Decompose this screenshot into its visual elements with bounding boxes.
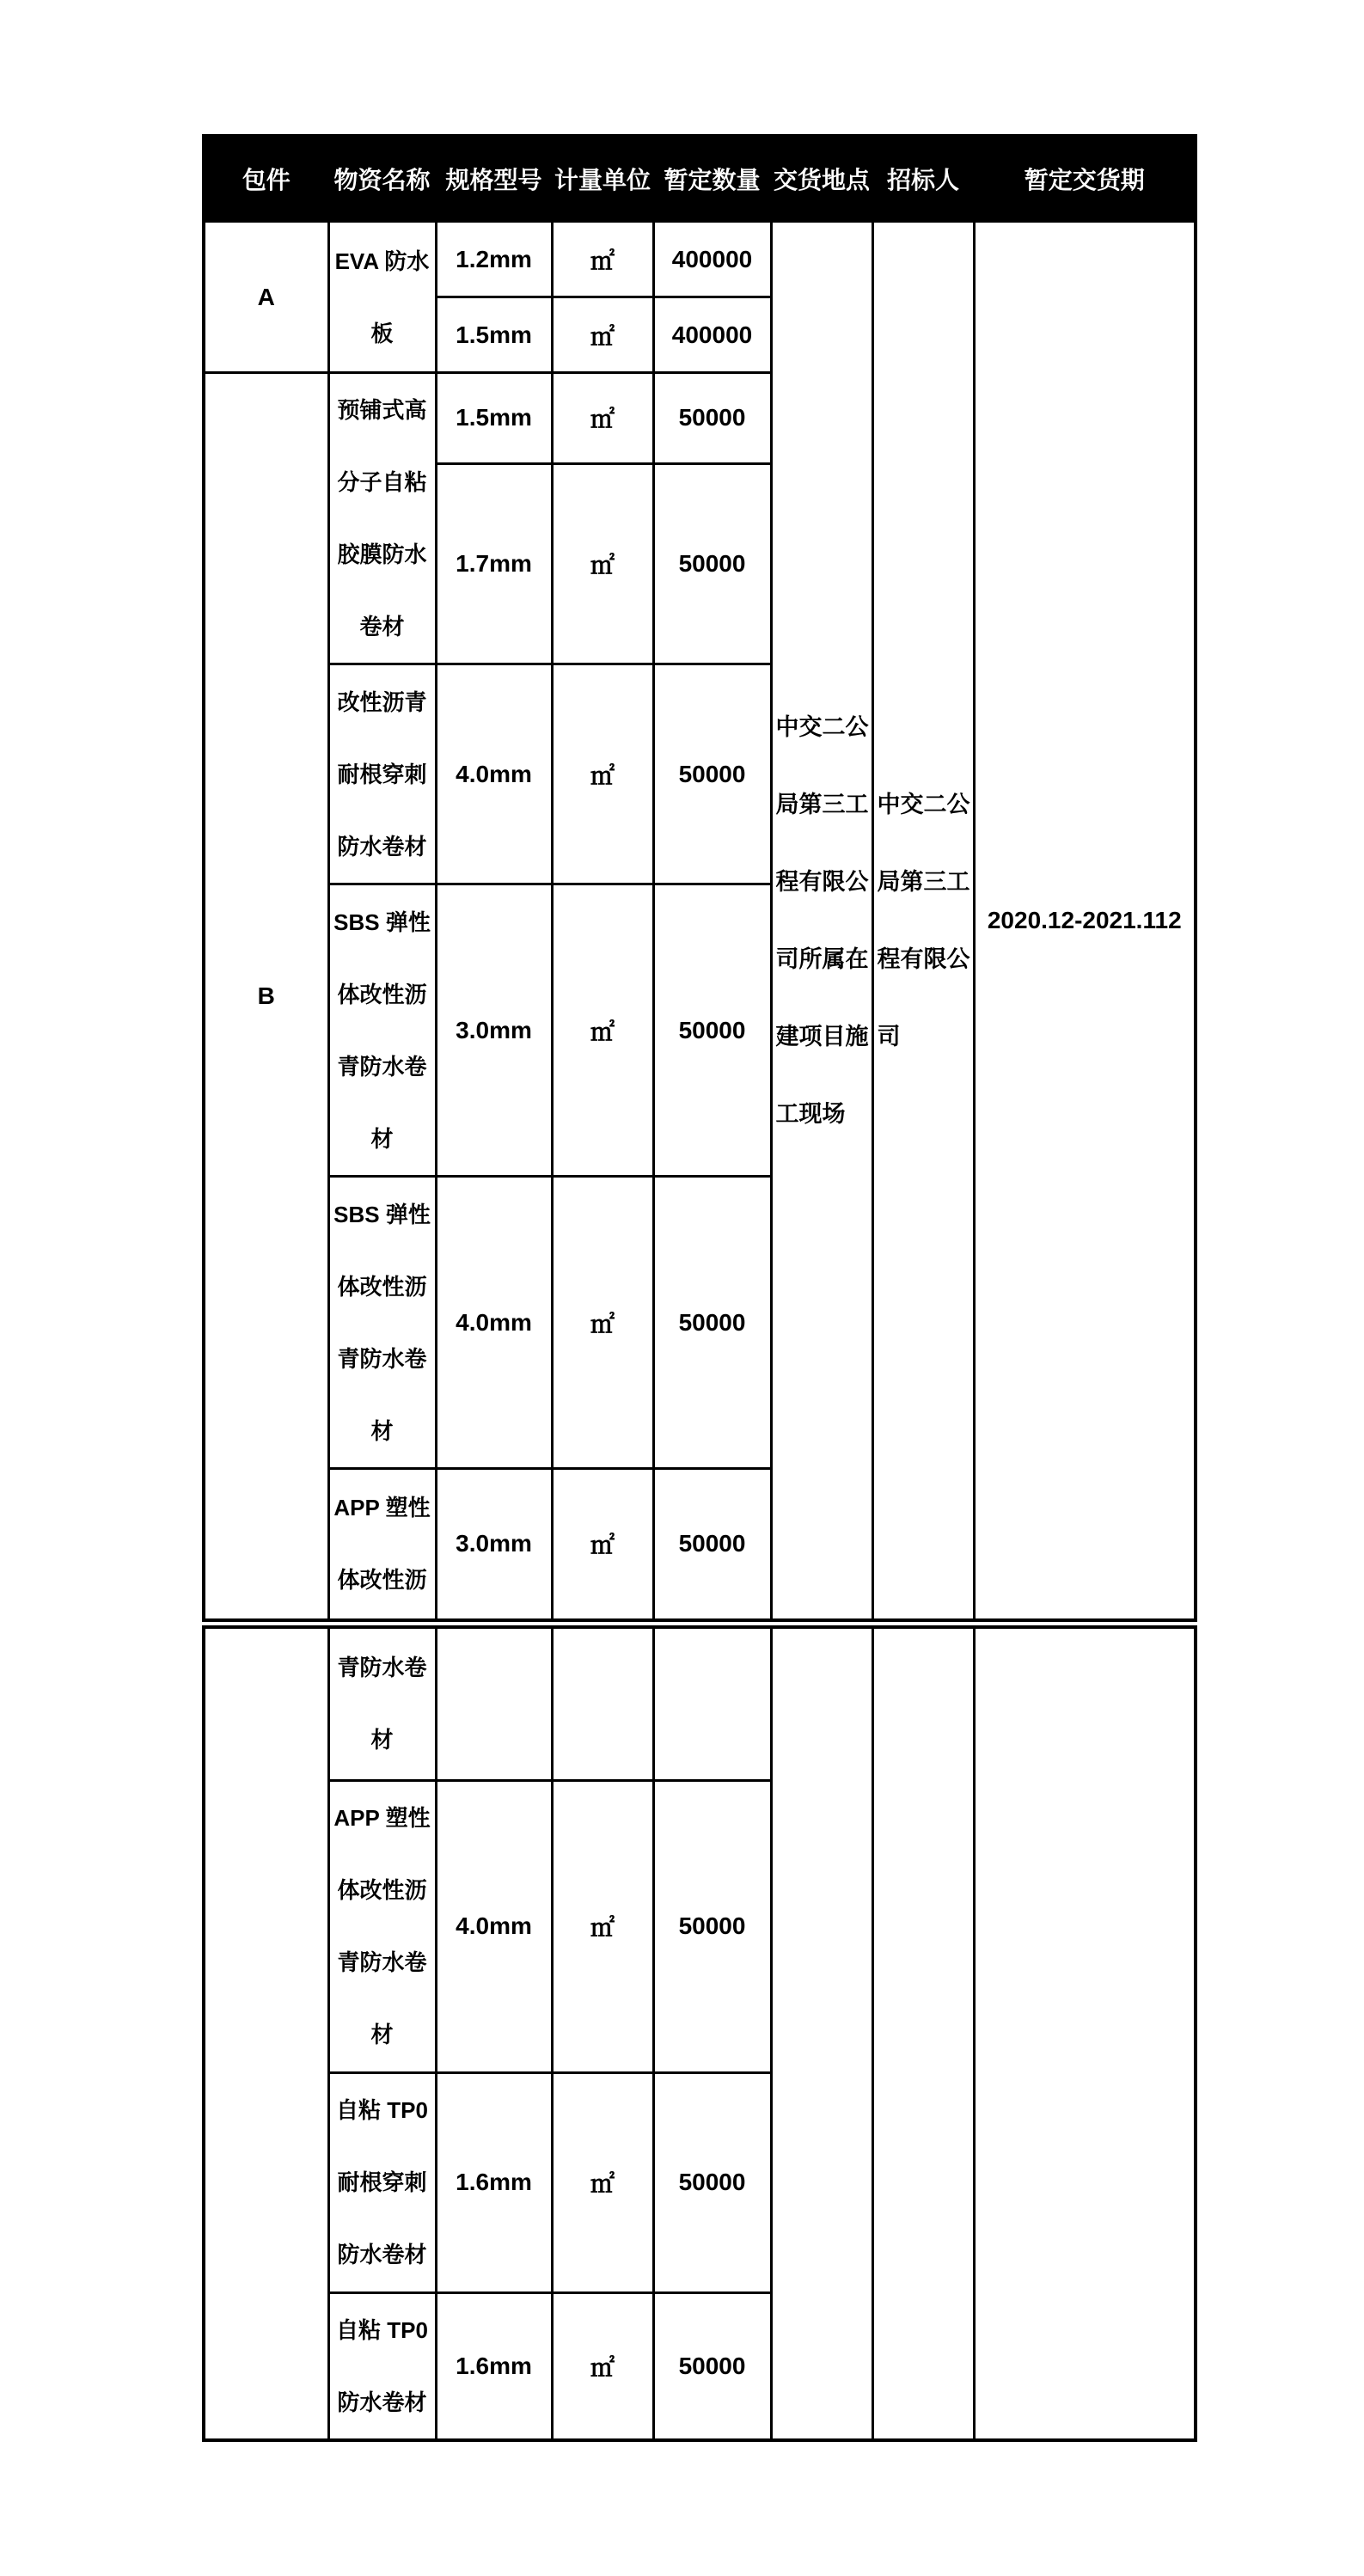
material-name: SBS 弹性体改性沥青防水卷材 <box>333 1201 431 1444</box>
unit-cell: ㎡ <box>552 463 653 664</box>
header-period: 暂定交货期 <box>974 136 1196 222</box>
header-bidder: 招标人 <box>872 136 974 222</box>
quantity-cell: 50000 <box>653 664 771 884</box>
quantity-cell: 50000 <box>653 463 771 664</box>
material-name-cell <box>328 1627 436 1780</box>
material-name-cell <box>328 884 436 1177</box>
material-name-cell <box>328 222 436 373</box>
spec-cell: 1.5mm <box>436 297 552 373</box>
bidder-cell <box>872 222 974 1620</box>
material-name-cell <box>328 2072 436 2292</box>
unit-cell: ㎡ <box>552 2072 653 2292</box>
unit-cell: ㎡ <box>552 297 653 373</box>
procurement-table-continued <box>202 1625 1197 2442</box>
quantity-cell: 400000 <box>653 297 771 373</box>
material-name: APP 塑性体改性沥 <box>333 1495 431 1594</box>
unit-cell: ㎡ <box>552 2292 653 2440</box>
header-unit: 计量单位 <box>552 136 653 222</box>
material-name: SBS 弹性体改性沥青防水卷材 <box>333 909 431 1152</box>
package-cell: A <box>204 222 328 373</box>
material-name: 自粘 TP0 耐根穿刺防水卷材 <box>336 2097 428 2267</box>
location-cell <box>771 222 872 1620</box>
table-header-row <box>204 136 1196 222</box>
bidder-text: 中交二公局第三工程有限公司 <box>877 791 970 1049</box>
table-row <box>204 222 1196 297</box>
location-cell <box>771 1627 872 2440</box>
unit-cell: ㎡ <box>552 222 653 297</box>
spec-cell: 3.0mm <box>436 1469 552 1620</box>
spec-cell: 1.5mm <box>436 373 552 464</box>
spec-cell: 1.6mm <box>436 2072 552 2292</box>
material-name-cell <box>328 664 436 884</box>
quantity-cell: 50000 <box>653 1469 771 1620</box>
material-name-cell <box>328 373 436 664</box>
material-name: 自粘 TP0 防水卷材 <box>336 2316 428 2415</box>
header-package: 包件 <box>204 136 328 222</box>
unit-cell: ㎡ <box>552 373 653 464</box>
unit-cell: ㎡ <box>552 664 653 884</box>
header-material: 物资名称 <box>328 136 436 222</box>
unit-cell <box>552 1627 653 1780</box>
material-name: 青防水卷材 <box>337 1655 427 1753</box>
quantity-cell: 50000 <box>653 1177 771 1469</box>
quantity-cell: 50000 <box>653 2292 771 2440</box>
material-name: 改性沥青耐根穿刺防水卷材 <box>337 688 427 860</box>
material-name-cell <box>328 1780 436 2072</box>
unit-cell: ㎡ <box>552 1780 653 2072</box>
material-name: EVA 防水板 <box>334 248 430 346</box>
spec-cell: 1.2mm <box>436 222 552 297</box>
period-cell <box>974 1627 1196 2440</box>
quantity-cell: 50000 <box>653 1780 771 2072</box>
spec-cell: 1.7mm <box>436 463 552 664</box>
quantity-cell: 400000 <box>653 222 771 297</box>
quantity-cell: 50000 <box>653 884 771 1177</box>
unit-cell: ㎡ <box>552 1177 653 1469</box>
spec-cell: 4.0mm <box>436 664 552 884</box>
spec-cell: 1.6mm <box>436 2292 552 2440</box>
header-spec: 规格型号 <box>436 136 552 222</box>
package-cell <box>204 1627 328 2440</box>
spec-cell: 4.0mm <box>436 1780 552 2072</box>
material-name-cell <box>328 1469 436 1620</box>
quantity-cell: 50000 <box>653 373 771 464</box>
period-cell: 2020.12-2021.112 <box>974 222 1196 1620</box>
table-row <box>204 1627 1196 1780</box>
procurement-table <box>202 134 1197 1622</box>
quantity-cell: 50000 <box>653 2072 771 2292</box>
material-name: APP 塑性体改性沥青防水卷材 <box>333 1805 431 2047</box>
spec-cell: 4.0mm <box>436 1177 552 1469</box>
unit-cell: ㎡ <box>552 884 653 1177</box>
location-text: 中交二公局第三工程有限公司所属在建项目施工现场 <box>775 713 869 1127</box>
quantity-cell <box>653 1627 771 1780</box>
material-name-cell <box>328 2292 436 2440</box>
unit-cell: ㎡ <box>552 1469 653 1620</box>
header-location: 交货地点 <box>771 136 872 222</box>
spec-cell <box>436 1627 552 1780</box>
package-cell: B <box>204 373 328 1620</box>
header-quantity: 暂定数量 <box>653 136 771 222</box>
spec-cell: 3.0mm <box>436 884 552 1177</box>
bidder-cell <box>872 1627 974 2440</box>
material-name: 预铺式高分子自粘胶膜防水卷材 <box>337 397 427 639</box>
material-name-cell <box>328 1177 436 1469</box>
